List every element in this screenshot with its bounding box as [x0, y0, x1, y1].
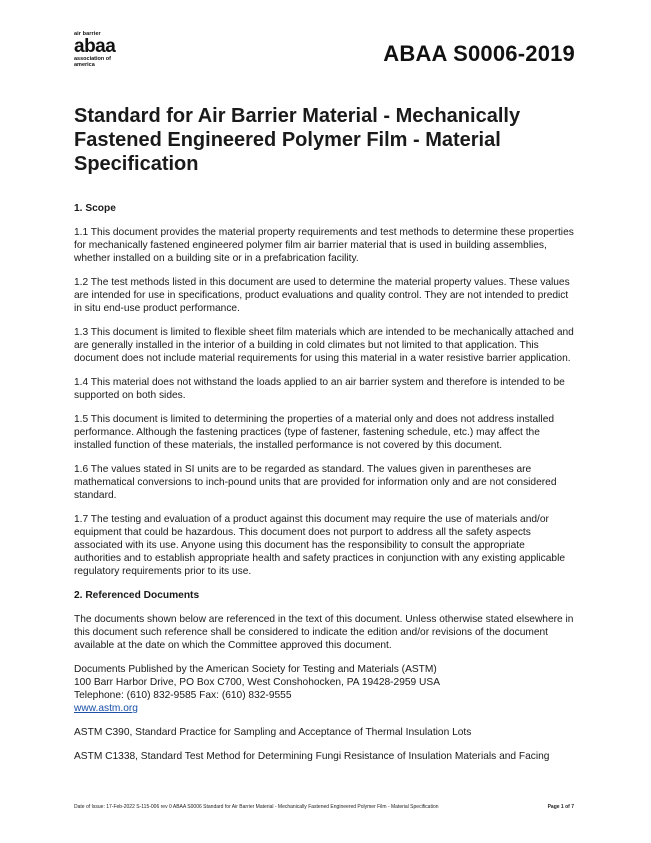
astm-website-link[interactable]: www.astm.org	[74, 703, 138, 714]
logo-wordmark: abaa	[74, 35, 116, 57]
logo-tagline-bottom: america	[74, 61, 95, 68]
standard-reference: ASTM C1338, Standard Test Method for Determining Fungi Resistance of Insulation Materials and Facing	[74, 751, 550, 762]
footer-text: Date of Issue: 17-Feb-2022 S-115-006 rev 0 ABAA S0006 Standard for Air Barrier Material - Mechanically Fastened Engineered Polymer Film - Material Specification	[74, 804, 439, 810]
page-number: Page 1 of 7	[547, 804, 574, 810]
referenced-documents-intro: The documents shown below are referenced in the text of this document. Unless otherwise stated elsewhere in this document such reference shall be considered to indicate the edition and/or revisions of the document available at the date on which the Committee approved this document.	[74, 614, 574, 651]
logo-tagline-mid: association of	[74, 55, 111, 62]
astm-address-block	[74, 663, 574, 715]
scope-paragraph: 1.4 This material does not withstand the loads applied to an air barrier system and therefore is intended to be supported on both sides.	[74, 377, 565, 401]
document-body	[74, 202, 574, 774]
abaa-logo	[74, 32, 134, 68]
astm-address-line: 100 Barr Harbor Drive, PO Box C700, West Conshohocken, PA 19428-2959 USA	[74, 677, 440, 688]
scope-paragraph: 1.1 This document provides the material property requirements and test methods to determine these properties for mechanically fastened engineered polymer film air barrier material that is used in building assemblies, whether installed on a building site or in a prefabrication facility.	[74, 227, 574, 264]
scope-paragraph: 1.6 The values stated in SI units are to be regarded as standard. The values given in parentheses are mathematical conversions to inch-pound units that are provided for information only and are not considered standard.	[74, 464, 557, 501]
referenced-documents-heading: 2. Referenced Documents	[74, 590, 200, 601]
scope-heading: 1. Scope	[74, 203, 116, 214]
astm-publisher-line: Documents Published by the American Society for Testing and Materials (ASTM)	[74, 664, 437, 675]
logo-tagline-top: air barrier	[74, 31, 101, 37]
scope-paragraph: 1.3 This document is limited to flexible sheet film materials which are intended to be mechanically attached and are generally installed in the interior of a building in cold climates but not limited to that application. This document does not include material requirements for using this material in a water resistive barrier application.	[74, 327, 574, 364]
astm-phone-line: Telephone: (610) 832-9585 Fax: (610) 832-9555	[74, 690, 292, 701]
document-title: Standard for Air Barrier Material - Mechanically Fastened Engineered Polymer Film - Material Specification	[74, 105, 521, 175]
document-code: ABAA S0006-2019	[383, 41, 575, 66]
standard-reference: ASTM C390, Standard Practice for Sampling and Acceptance of Thermal Insulation Lots	[74, 727, 472, 738]
page-footer	[74, 804, 574, 810]
scope-paragraph: 1.7 The testing and evaluation of a product against this document may require the use of materials and/or equipment that could be hazardous. This document does not purport to address all the safety aspects associated with its use. Anyone using this document has the responsibility to consult the appropriate authorities and to establish appropriate health and safety practices in conjunction with any existing applicable regulatory requirements prior to its use.	[74, 514, 565, 577]
scope-paragraph: 1.5 This document is limited to determining the properties of a material only and does not address installed performance. Although the fastening practices (type of fastener, fastening schedule, etc.) may affect the installed function of these materials, the installed performance is not covered by this document.	[74, 414, 555, 451]
scope-paragraph: 1.2 The test methods listed in this document are used to determine the material property values. These values are intended for use in specifications, product evaluations and quality control. They are not intended to predict in situ end-use product performance.	[74, 277, 570, 314]
